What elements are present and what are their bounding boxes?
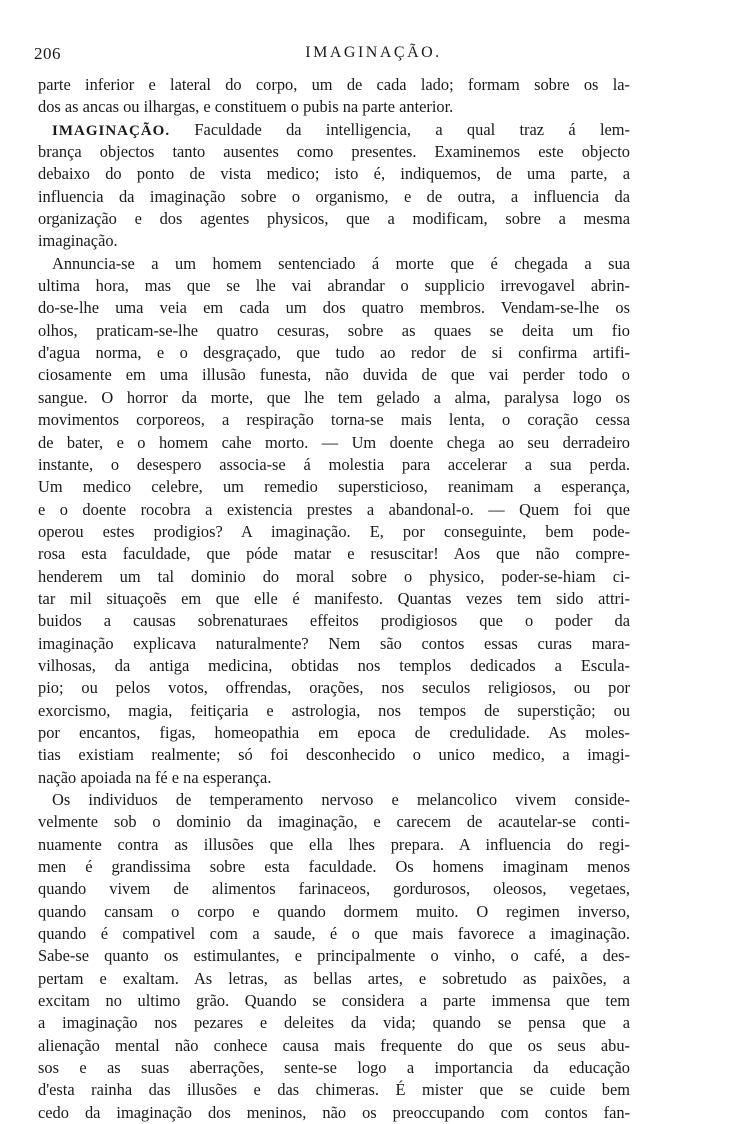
text-line: imaginação.: [38, 231, 118, 251]
text-line: Annuncia-se a um homem sentenciado á morte que é chegada a sua: [52, 253, 630, 273]
text-line: Sabe-se quanto os estimulantes, e principalmente o vinho, o café, a des-: [38, 946, 630, 966]
text-line: quando cansam o corpo e quando dormem muito. O regimen inverso,: [38, 901, 630, 921]
body-text: [38, 74, 630, 1124]
text-line: a imaginação nos pezares e deleites da vida; quando se pensa que a: [38, 1013, 630, 1033]
text-line: pertam e exaltam. As letras, as bellas artes, e sobretudo as paixões, a: [38, 968, 630, 988]
text-line: tias existiam realmente; só foi desconhecido o unico medico, a imagi-: [38, 745, 630, 765]
text-line: parte inferior e lateral do corpo, um de cada lado; formam sobre os la-: [38, 75, 630, 94]
text-line: imaginação explicava naturalmente? Nem são contos essas curas mara-: [38, 633, 630, 653]
text-line: henderem um tal dominio do moral sobre o physico, poder-se-hiam ci-: [38, 566, 630, 586]
text-line: alienação mental não conhece causa mais frequente do que os seus abu-: [38, 1035, 630, 1055]
text-line: sangue. O horror da morte, que lhe tem gelado a alma, paralysa logo os: [38, 387, 630, 407]
text-line: quando é compativel com a saude, é o que mais favorece a imaginação.: [38, 924, 630, 944]
text-line: velmente sob o dominio da imaginação, e carecem de acautelar-se conti-: [38, 812, 630, 832]
text-line: quando vivem de alimentos farinaceos, gordurosos, oleosos, vegetaes,: [38, 879, 630, 899]
text-line: vilhosas, da antiga medicina, obtidas nos templos dedicados a Escula-: [38, 655, 630, 675]
text-line: de bater, e o homem cahe morto. — Um doente chega ao seu derradeiro: [38, 432, 630, 452]
text-line: ciosamente em uma illusão funesta, não duvida de que vai perder todo o: [38, 365, 630, 385]
page-number: 206: [34, 44, 61, 63]
text-line: pio; ou pelos votos, offrendas, orações, nos seculos religiosos, ou por: [38, 678, 630, 698]
headword-definition: Faculdade da intelligencia, a qual traz á lem-: [194, 119, 630, 139]
text-line: exorcismo, magia, feitiçaria e astrologia, nos tempos de superstição; ou: [38, 700, 630, 720]
text-line: organização e dos agentes physicos, que a modificam, sobre a mesma: [38, 209, 630, 229]
text-line: nação apoiada na fé e na esperança.: [38, 767, 272, 787]
text-line: e o doente rocobra a existencia prestes a abandonal-o. — Quem foi que: [38, 499, 630, 519]
text-line: d'esta rainha das illusões e das chimeras. É mister que se cuide bem: [38, 1080, 630, 1100]
text-line: debaixo do ponto de vista medico; isto é, indiquemos, de uma parte, a: [38, 164, 630, 184]
text-line: excitam no ultimo grão. Quando se considera a parte immensa que tem: [38, 991, 630, 1011]
text-line: instante, o desespero associa-se á molestia para accelerar a sua perda.: [38, 454, 630, 474]
running-title: IMAGINAÇÃO.: [305, 44, 442, 61]
text-line: cedo da imaginação dos meninos, não os preoccupando com contos fan-: [38, 1102, 630, 1122]
page-header: [0, 44, 747, 68]
text-line: men é grandissima sobre esta faculdade. Os homens imaginam menos: [38, 857, 630, 877]
text-line: tar mil situaçoẽs em que elle é manifesto. Quantas vezes tem sido attri-: [38, 588, 630, 608]
text-line: Os individuos de temperamento nervoso e melancolico vivem conside-: [52, 790, 630, 809]
text-line: ultima hora, mas que se lhe vai abrandar o supplicio irrevogavel abrin-: [38, 276, 630, 296]
text-line: sos e as suas aberrações, sente-se logo a importancia da educação: [38, 1058, 630, 1078]
text-line: por encantos, figas, homeopathia em epoca de credulidade. As moles-: [38, 722, 630, 742]
text-line: do-se-lhe uma veia em cada um dos quatro membros. Vendam-se-lhe os: [38, 298, 630, 318]
text-line: nuamente contra as illusões que ella lhes prepara. A influencia do regi-: [38, 834, 630, 854]
text-line: olhos, praticam-se-lhe quatro cesuras, sobre as quaes se deita um fio: [38, 320, 630, 340]
text-line: operou estes prodigios? A imaginação. E, por conseguinte, bem pode-: [38, 521, 630, 541]
text-line: dos as ancas ou ilhargas, e constituem o pubis na parte anterior.: [38, 97, 454, 117]
text-line: movimentos corporeos, a respiração torna-se mais lenta, o coração cessa: [38, 410, 630, 430]
text-line: buidos a causas sobrenaturaes effeitos prodigiosos que o poder da: [38, 611, 630, 631]
text-line: Um medico celebre, um remedio supersticioso, reanimam a esperança,: [38, 477, 630, 497]
text-line: brança objectos tanto ausentes como presentes. Examinemos este objecto: [38, 142, 630, 162]
text-line: influencia da imaginação sobre o organismo, e de outra, a influencia da: [38, 186, 630, 206]
text-line: [38, 119, 630, 141]
text-line: rosa esta faculdade, que póde matar e resuscitar! Aos que não compre-: [38, 544, 630, 564]
text-line: d'agua norma, e o desgraçado, que tudo ao redor de si confirma artifi-: [38, 343, 630, 363]
entry-headword: IMAGINAÇÃO.: [52, 122, 171, 139]
